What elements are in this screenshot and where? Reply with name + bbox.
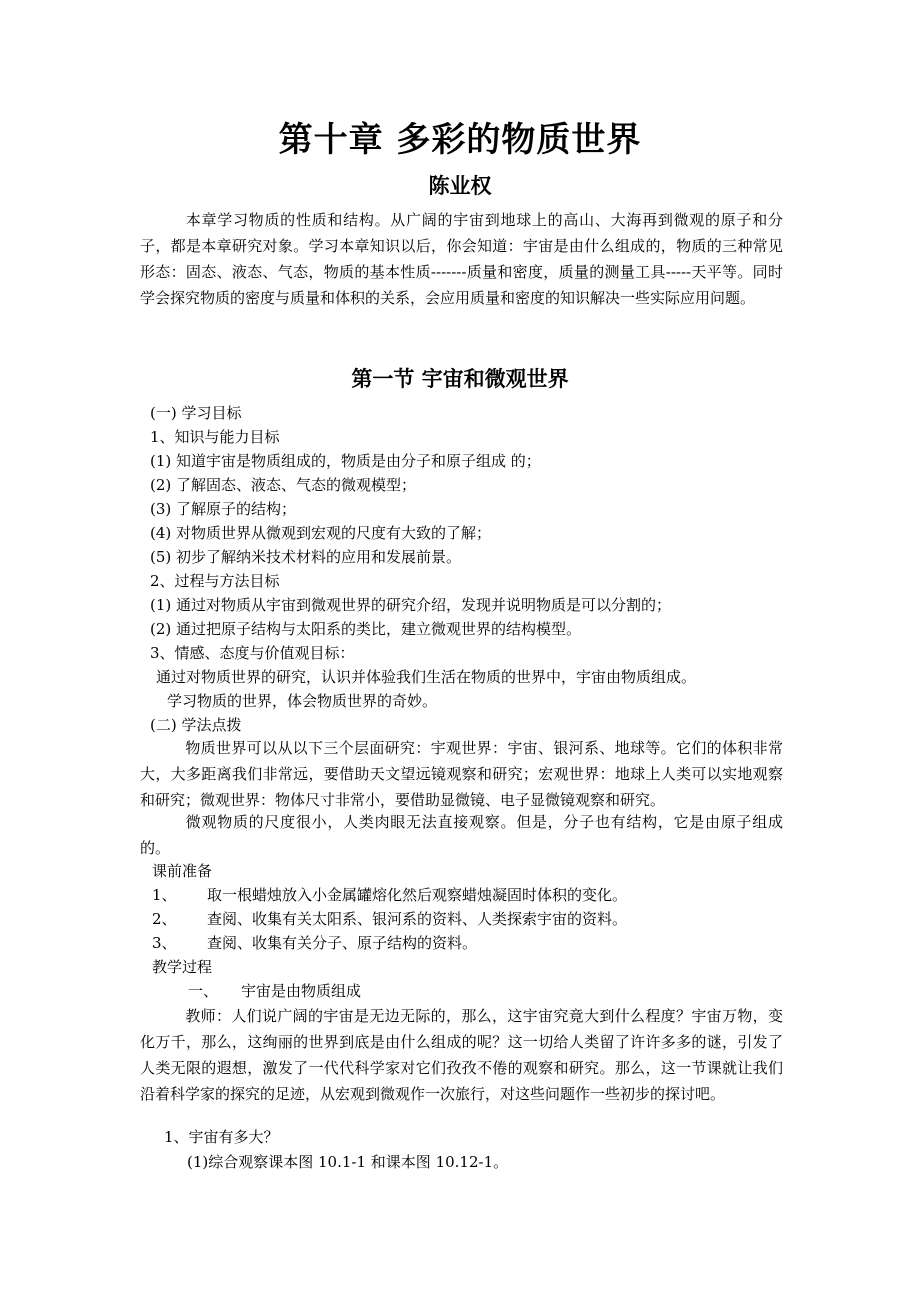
emotion-goal-item: 学习物质的世界，体会物质世界的奇妙。 bbox=[167, 692, 438, 710]
process-subheading-text: 宇宙是由物质组成 bbox=[241, 982, 362, 1000]
process-goals-heading: 2、过程与方法目标 bbox=[150, 572, 280, 590]
emotion-goals-heading: 3、情感、态度与价值观目标： bbox=[150, 644, 355, 662]
section-title: 第一节 宇宙和微观世界 bbox=[351, 367, 569, 391]
prep-item bbox=[152, 907, 627, 931]
chapter-title: 第十章 多彩的物质世界 bbox=[278, 120, 642, 160]
teacher-text: 教师：人们说广阔的宇宙是无边无际的，那么，这宇宙究竟大到什么程度？宇宙万物，变化万千，那么，这绚丽的世界到底是由什么组成的呢？这一切给人类留了许许多多的谜，引发了人类无限的遐想，激发了一代代科学家对它们孜孜不倦的观察和研究。那么，这一节课就让我们沿着科学家的探究的足迹，从宏观到微观作一次旅行，对这些问题作一些初步的探讨吧。 bbox=[140, 1007, 783, 1103]
prep-item-text: 查阅、收集有关太阳系、银河系的资料、人类探索宇宙的资料。 bbox=[207, 910, 628, 928]
intro-paragraph bbox=[140, 207, 783, 311]
prep-item-text: 查阅、收集有关分子、原子结构的资料。 bbox=[207, 934, 478, 952]
process-goal-item: (2) 通过把原子结构与太阳系的类比，建立微观世界的结构模型。 bbox=[150, 620, 582, 638]
process-subheading bbox=[188, 979, 361, 1003]
prep-item-text: 取一根蜡烛放入小金属罐熔化然后观察蜡烛凝固时体积的变化。 bbox=[207, 886, 628, 904]
knowledge-item: (3) 了解原子的结构； bbox=[150, 500, 297, 518]
knowledge-item: (5) 初步了解纳米技术材料的应用和发展前景。 bbox=[150, 548, 462, 566]
method-heading: (二) 学法点拨 bbox=[150, 716, 242, 734]
teacher-paragraph bbox=[140, 1003, 783, 1107]
prep-item bbox=[152, 931, 477, 955]
method-text-1: 物质世界可以从以下三个层面研究：宇观世界：宇宙、银河系、地球等。它们的体积非常大，大多距离我们非常远，要借助天文望远镜观察和研究；宏观世界：地球上人类可以实地观察和研究；微观世界：物体尺寸非常小，要借助显微镜、电子显微镜观察和研究。 bbox=[140, 739, 783, 809]
question-heading: 1、宇宙有多大？ bbox=[164, 1128, 279, 1146]
prep-heading: 课前准备 bbox=[152, 862, 213, 880]
method-paragraph-1 bbox=[140, 735, 783, 813]
goals-heading: (一) 学习目标 bbox=[150, 404, 242, 422]
intro-text: 本章学习物质的性质和结构。从广阔的宇宙到地球上的高山、大海再到微观的原子和分子，都是本章研究对象。学习本章知识以后，你会知道：宇宙是由什么组成的，物质的三种常见形态：固态、液态、气态，物质的基本性质-------质量和密度，质量的测量工具-----天平等。同时学会探究物质的密度与质量和体积的关系，会应用质量和密度的知识解决一些实际应用问题。 bbox=[140, 211, 783, 307]
prep-item bbox=[152, 883, 627, 907]
emotion-goal-item: 通过对物质世界的研究，认识并体验我们生活在物质的世界中，宇宙由物质组成。 bbox=[156, 668, 697, 686]
knowledge-item: (1) 知道宇宙是物质组成的，物质是由分子和原子组成 的； bbox=[150, 452, 541, 470]
knowledge-item: (2) 了解固态、液态、气态的微观模型； bbox=[150, 476, 417, 494]
teaching-process-heading: 教学过程 bbox=[152, 958, 213, 976]
process-goal-item: (1) 通过对物质从宇宙到微观世界的研究介绍，发现并说明物质是可以分割的； bbox=[150, 596, 672, 614]
prep-item-number: 2、 bbox=[152, 910, 177, 928]
prep-item-number: 1、 bbox=[152, 886, 177, 904]
author-name: 陈业权 bbox=[428, 174, 492, 198]
process-subheading-number: 一、 bbox=[188, 982, 219, 1000]
knowledge-heading: 1、知识与能力目标 bbox=[150, 428, 280, 446]
question-item: (1)综合观察课本图 10.1-1 和课本图 10.12-1。 bbox=[187, 1153, 509, 1171]
method-paragraph-2 bbox=[140, 809, 783, 861]
prep-item-number: 3、 bbox=[152, 934, 177, 952]
knowledge-item: (4) 对物质世界从微观到宏观的尺度有大致的了解； bbox=[150, 524, 492, 542]
method-text-2: 微观物质的尺度很小，人类肉眼无法直接观察。但是，分子也有结构，它是由原子组成的。 bbox=[140, 813, 783, 857]
